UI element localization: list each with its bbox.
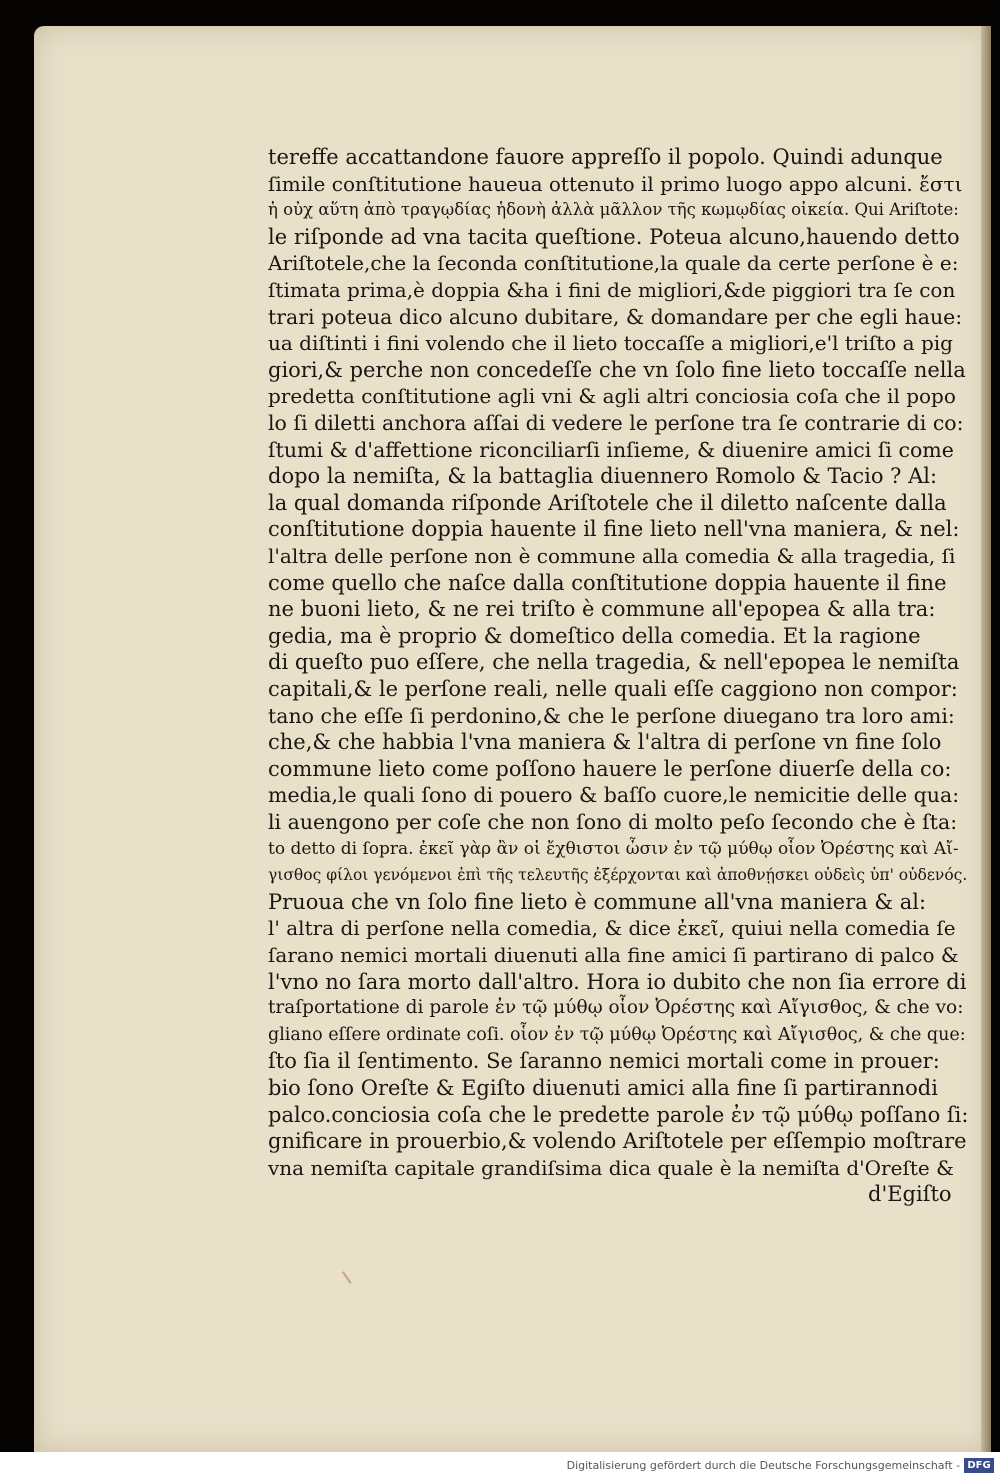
text-line: ἡ οὐχ αὕτη ἀπὸ τραγῳδίας ἡδονὴ ἀλλὰ μᾶλλον τῆς κωμῳδίας οἰκεία. Qui Ariſtote:: [268, 200, 959, 220]
text-line: Pruoua che vn ſolo fine lieto è commune all'vna maniera & al:: [268, 889, 927, 914]
text-line: traſportatione di parole ἐν τῷ μύθῳ οἷον Ὀρέστης καὶ Αἴγισθος, & che vo:: [268, 997, 964, 1019]
text-line: ſimile conſtitutione haueua ottenuto il primo luogo appo alcuni. ἔστι: [268, 171, 963, 196]
text-line: gnificare in prouerbio,& volendo Ariſtotele per eſſempio moſtrare: [268, 1129, 967, 1154]
text-line: ſto ſia il ſentimento. Se ſaranno nemici mortali come in prouer:: [268, 1049, 940, 1074]
text-line: l' altra di perſone nella comedia, & dice ἐκεῖ, quiui nella comedia ſe: [268, 916, 956, 941]
text-line: capitali,& le perſone reali, nelle quali eſſe caggiono non compor:: [268, 677, 958, 701]
text-line: bio ſono Oreſte & Egiſto diuenuti amici alla fine ſi partirannodi: [268, 1076, 938, 1100]
text-line: predetta conſtitutione agli vni & agli altri conciosia coſa che il popo: [268, 384, 956, 409]
catchword: d'Egiſto: [868, 1182, 952, 1207]
footer-credit: Digitalisierung gefördert durch die Deutsche Forschungsgemeinschaft -: [566, 1459, 960, 1472]
text-line: gliano eſſere ordinate coſi. οἷον ἐν τῷ μύθῳ Ὀρέστης καὶ Αἴγισθος, & che que:: [268, 1024, 966, 1045]
page-edge: [981, 26, 991, 1452]
text-line: commune lieto come poſſono hauere le perſone diuerſe della co:: [268, 756, 952, 781]
text-line: lo ſi diletti anchora aſſai di vedere le perſone tra ſe contrarie di co:: [268, 411, 964, 435]
text-line: tano che eſſe ſi perdonino,& che le perſone diuegano tra loro ami:: [268, 703, 955, 728]
text-line: le riſponde ad vna tacita queſtione. Poteua alcuno,hauendo detto: [268, 224, 960, 249]
text-line: ſarano nemici mortali diuenuti alla fine amici ſi partirano di palco &: [268, 943, 959, 967]
text-line: palco.conciosia coſa che le predette parole ἐν τῷ μύθῳ poſſano ſi:: [268, 1102, 968, 1127]
text-line: media,le quali ſono di pouero & baſſo cuore,le nemicitie delle qua:: [268, 783, 960, 808]
text-line: conſtitutione doppia hauente il fine lieto nell'vna maniera, & nel:: [268, 517, 960, 542]
text-line: ua diſtinti i fini volendo che il lieto toccaſſe a migliori,e'l triſto a pig: [268, 331, 953, 356]
text-line: la qual domanda riſponde Ariſtotele che il diletto naſcente dalla: [268, 490, 947, 515]
text-line: ſtimata prima,è doppia &ha i fini de migliori,&de piggiori tra ſe con: [268, 278, 956, 302]
text-line: ſtumi & d'affettione riconciliarſi inſieme, & diuenire amici ſi come: [268, 437, 954, 462]
text-line: come quello che naſce dalla conſtitutione doppia hauente il fine: [268, 570, 947, 595]
text-line: dopo la nemiſta, & la battaglia diuennero Romolo & Tacio ? Al:: [268, 464, 938, 489]
text-line: to detto di ſopra. ἐκεῖ γὰρ ἂν οἱ ἔχθιστοι ὦσιν ἐν τῷ μύθῳ οἷον Ὀρέστης καὶ Αἴ-: [268, 838, 959, 859]
text-line: tereffe accattandone fauore appreſſo il popolo. Quindi adunque: [268, 145, 943, 169]
text-line: di queſto puo eſſere, che nella tragedia, & nell'epopea le nemiſta: [268, 650, 960, 675]
text-line: vna nemiſta capitale grandiſsima dica quale è la nemiſta d'Oreſte &: [268, 1155, 954, 1180]
dfg-logo: DFG: [964, 1458, 994, 1473]
text-line: gedia, ma è proprio & domeſtico della comedia. Et la ragione: [268, 623, 921, 648]
text-line: Ariſtotele,che la ſeconda conſtitutione,la quale da certe perſone è e:: [268, 251, 959, 276]
footer-bar: [0, 1452, 1000, 1479]
text-line: ne buoni lieto, & ne rei triſto è commune all'epopea & alla tra:: [268, 597, 936, 622]
text-line: γισθος φίλοι γενόμενοι ἐπὶ τῆς τελευτῆς ἐξέρχονται καὶ ἀποθνῄσκει οὐδεὶς ὑπ' οὐδενός.: [268, 866, 968, 885]
text-line: li auengono per coſe che non ſono di molto peſo ſecondo che è ſta:: [268, 810, 958, 834]
text-line: l'vno no ſara morto dall'altro. Hora io dubito che non ſia errore di: [268, 969, 967, 994]
text-line: l'altra delle perſone non è commune alla comedia & alla tragedia, ſi: [268, 544, 956, 568]
text-line: trari poteua dico alcuno dubitare, & domandare per che egli haue:: [268, 304, 963, 329]
text-line: che,& che habbia l'vna maniera & l'altra di perſone vn fine ſolo: [268, 730, 942, 755]
text-line: giori,& perche non concedeſſe che vn ſolo fine lieto toccaſſe nella: [268, 357, 966, 382]
